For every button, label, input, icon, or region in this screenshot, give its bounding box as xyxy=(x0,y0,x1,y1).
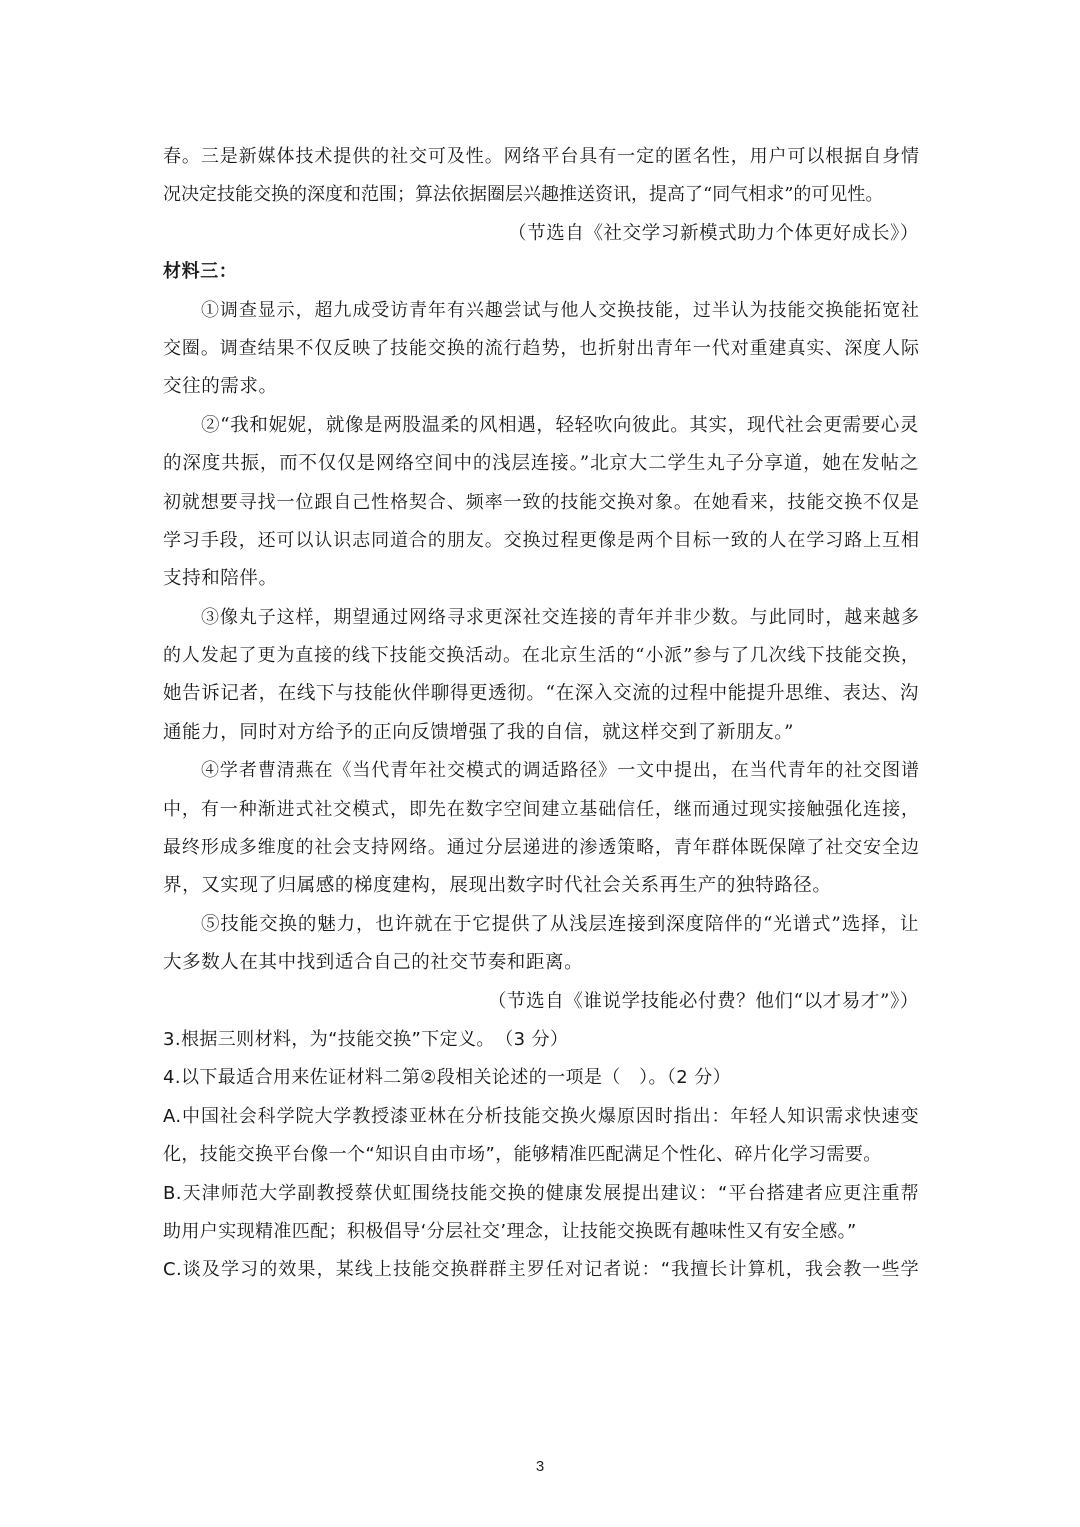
text-line: 学习手段，还可以认识志同道合的朋友。交换过程更像是两个目标一致的人在学习路上互相 xyxy=(163,529,919,551)
option-c-line: C.谈及学习的效果，某线上技能交换群群主罗任对记者说：“我擅长计算机，我会教一些学 xyxy=(163,1259,919,1281)
paragraph-start-line: ①调查显示，超九成受访青年有兴趣尝试与他人交换技能，过半认为技能交换能拓宽社 xyxy=(201,299,919,321)
paragraph-start-line: ④学者曹清燕在《当代青年社交模式的调适路径》一文中提出，在当代青年的社交图谱 xyxy=(201,760,919,782)
text-line: 初就想要寻找一位跟自己性格契合、频率一致的技能交换对象。在她看来，技能交换不仅是 xyxy=(163,491,919,513)
question-4: 4.以下最适合用来佐证材料二第②段相关论述的一项是（ ）。（2 分） xyxy=(163,1067,732,1089)
paragraph-start-line: ③像丸子这样，期望通过网络寻求更深社交连接的青年并非少数。与此同时，越来越多 xyxy=(201,606,919,628)
option-b-line: 助用户实现精准匹配；积极倡导‘分层社交’理念，让技能交换既有趣味性又有安全感。” xyxy=(163,1220,857,1242)
option-a-line: A.中国社会科学院大学教授漆亚林在分析技能交换火爆原因时指出：年轻人知识需求快速变 xyxy=(163,1105,919,1127)
text-line: 支持和陪伴。 xyxy=(163,568,278,590)
paragraph-start-line: ②“我和妮妮，就像是两股温柔的风相遇，轻轻吹向彼此。其实，现代社会更需要心灵 xyxy=(201,414,919,436)
option-a-line: 化，技能交换平台像一个“知识自由市场”，能够精准匹配满足个性化、碎片化学习需要。 xyxy=(163,1144,882,1166)
text-line: 交圈。调查结果不仅反映了技能交换的流行趋势，也折射出青年一代对重建真实、深度人际 xyxy=(163,337,919,359)
text-line: 的深度共振，而不仅仅是网络空间中的浅层连接。”北京大二学生丸子分享道，她在发帖之 xyxy=(163,453,919,475)
section-heading: 材料三： xyxy=(163,261,238,283)
page-number: 3 xyxy=(535,1458,545,1475)
source-citation: （节选自《谁说学技能必付费？他们“以才易才”》） xyxy=(487,990,919,1012)
page-content xyxy=(163,138,919,1290)
text-line: 大多数人在其中找到适合自己的社交节奏和距离。 xyxy=(163,952,584,974)
text-line: 的人发起了更为直接的线下技能交换活动。在北京生活的“小派”参与了几次线下技能交换， xyxy=(163,645,919,667)
text-line: 界，又实现了归属感的梯度建构，展现出数字时代社会关系再生产的独特路径。 xyxy=(163,875,832,897)
source-citation: （节选自《社交学习新模式助力个体更好成长》） xyxy=(508,222,919,244)
text-line: 通能力，同时对方给予的正向反馈增强了我的自信，就这样交到了新朋友。” xyxy=(163,721,795,743)
text-line: 春。三是新媒体技术提供的社交可及性。网络平台具有一定的匿名性，用户可以根据自身情 xyxy=(163,146,919,167)
text-line: 她告诉记者，在线下与技能伙伴聊得更透彻。“在深入交流的过程中能提升思维、表达、沟 xyxy=(163,683,919,705)
paragraph-start-line: ⑤技能交换的魅力，也许就在于它提供了从浅层连接到深度陪伴的“光谱式”选择，让 xyxy=(201,913,919,935)
question-3: 3.根据三则材料，为“技能交换”下定义。 （3 分） xyxy=(163,1028,569,1050)
text-line: 交往的需求。 xyxy=(163,376,278,398)
text-line: 最终形成多维度的社会支持网络。通过分层递进的渗透策略，青年群体既保障了社交安全边 xyxy=(163,837,919,859)
text-line: 中，有一种渐进式社交模式，即先在数字空间建立基础信任，继而通过现实接触强化连接， xyxy=(163,798,919,820)
option-b-line: B.天津师范大学副教授蔡伏虹围绕技能交换的健康发展提出建议：“平台搭建者应更注重帮 xyxy=(163,1182,919,1204)
text-line: 况决定技能交换的深度和范围；算法依据圈层兴趣推送资讯，提高了“同气相求”的可见性。 xyxy=(163,184,884,206)
